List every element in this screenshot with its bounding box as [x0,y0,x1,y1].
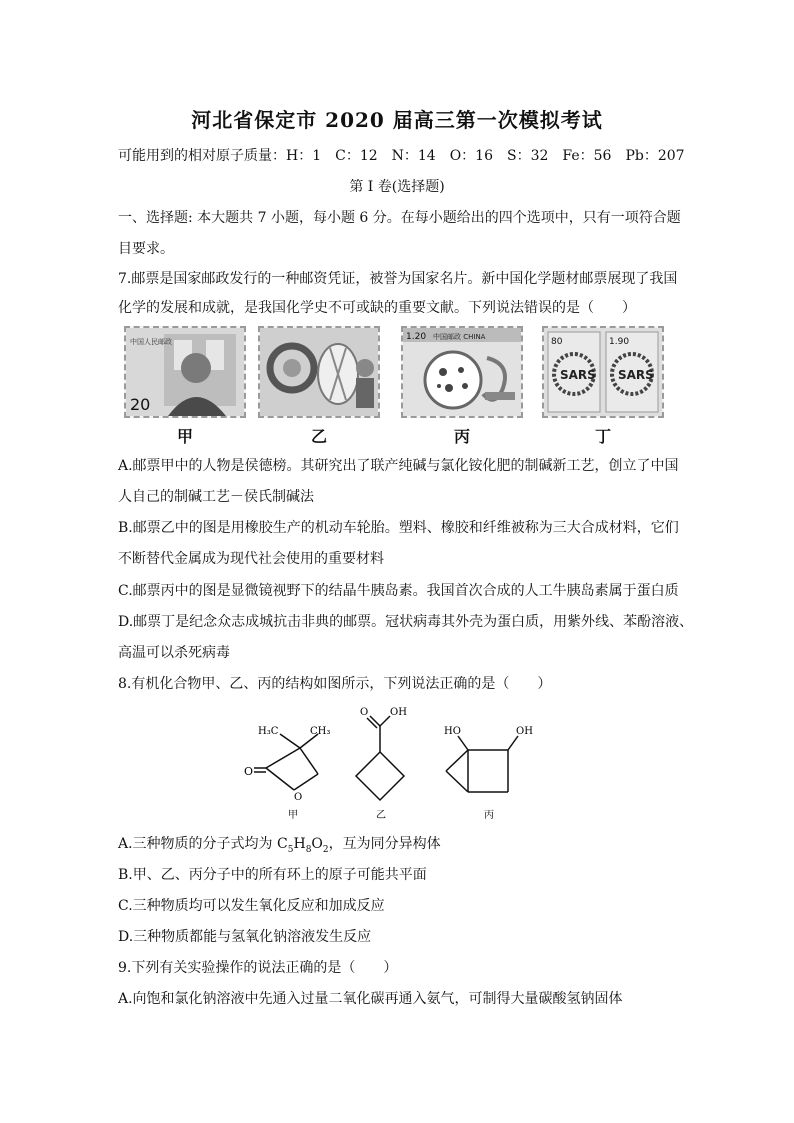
q8-option-a-sub-c: 5 [287,844,294,855]
jia-label: 甲 [288,810,298,820]
jia-carbonyl-o: O [244,765,254,778]
stamp-yi-label: 乙 [310,427,327,446]
jia-ch3-left: H₃C [258,726,279,737]
q8-stem: 8.有机化合物甲、乙、丙的结构如图所示，下列说法正确的是（ ） [118,676,552,692]
yi-label: 乙 [376,810,386,820]
yi-carbonyl-o: O [360,707,369,718]
chem-structures-svg [240,700,560,820]
q8-option-a-suffix: ，互为同分异构体 [328,836,441,852]
q7-option-a-line1: A.邮票甲中的人物是侯德榜。其研究出了联产纯碱与氯化铵化肥的制碱新工艺，创立了中国 [118,458,679,474]
bing-label: 丙 [484,810,494,820]
q8-option-d: D.三种物质都能与氢氧化钠溶液发生反应 [118,929,372,945]
stamp-bing-country: 中国邮政 CHINA [433,333,486,341]
stamp-yi [258,326,380,418]
q9-stem: 9.下列有关实验操作的说法正确的是（ ） [118,960,398,976]
insulin-crystal-image [403,328,521,416]
q9-option-a: A.向饱和氯化钠溶液中先通入过量二氧化碳再通入氨气，可制得大量碳酸氢钠固体 [118,991,623,1007]
q7-option-d-line2: 高温可以杀死病毒 [118,645,230,661]
q7-option-d-line1: D.邮票丁是纪念众志成城抗击非典的邮票。冠状病毒其外壳为蛋白质，用紫外线、苯酚溶液、 [118,614,694,630]
stamp-jia-country: 中国人民邮政 [130,338,172,346]
section-heading: 第 I 卷(选择题) [349,179,445,195]
stamp-ding-denomination: 80 [551,337,563,347]
exam-title: 河北省保定市 2020 届高三第一次模拟考试 [191,108,603,132]
chem-structures [240,700,560,820]
q8-option-a-sub-o: 2 [322,844,329,855]
q8-option-a-sub-h: 8 [305,844,312,855]
stamp-bing-denomination: 1.20 [406,332,427,342]
sars-stamp-image [544,328,662,416]
q7-option-c: C.邮票丙中的图是显微镜视野下的结晶牛胰岛素。我国首次合成的人工牛胰岛素属于蛋白质 [118,583,679,599]
atomic-masses: 可能用到的相对原子质量：H：1 C：12 N：14 O：16 S：32 Fe：56 Pb：207 [118,148,685,164]
stamp-bing-label: 丙 [453,427,470,446]
portrait-image [126,328,244,416]
stamp-jia-label: 甲 [176,427,193,446]
instructions-line1: 一、选择题: 本大题共 7 小题，每小题 6 分。在每小题给出的四个选项中，只有一项符合题 [118,210,681,226]
stamp-figure [118,326,678,444]
stamp-jia-denomination: 20 [130,395,151,414]
svg-text:SARS: SARS [618,368,654,382]
q7-option-b-line2: 不断替代金属成为现代社会使用的重要材料 [118,551,384,567]
jia-ch3-right: CH₃ [310,726,331,737]
tire-image [260,328,378,416]
stamp-jia [124,326,246,418]
q8-option-a [118,835,678,859]
yi-oh: OH [390,707,407,718]
q8-option-b: B.甲、乙、丙分子中的所有环上的原子可能共平面 [118,867,427,883]
stamp-bing [401,326,523,418]
q8-option-a-o: O [311,836,323,852]
q7-option-b-line1: B.邮票乙中的图是用橡胶生产的机动车轮胎。塑料、橡胶和纤维被称为三大合成材料，它们 [118,520,679,536]
q7-stem-line2: 化学的发展和成就，是我国化学史不可或缺的重要文献。下列说法错误的是（ ） [118,300,636,316]
svg-text:SARS: SARS [560,368,596,382]
q7-stem-line1: 7.邮票是国家邮政发行的一种邮资凭证，被誉为国家名片。新中国化学题材邮票展现了我国 [118,271,678,287]
q8-option-a-prefix: A.三种物质的分子式均为 C [118,836,288,852]
stamp-ding-denomination-2: 1.90 [609,337,630,347]
q7-option-a-line2: 人自己的制碱工艺－侯氏制碱法 [118,489,314,505]
q8-option-a-h: H [293,836,306,852]
stamp-ding-label: 丁 [594,427,611,446]
bing-ho: HO [444,726,461,737]
q8-option-c: C.三种物质均可以发生氧化反应和加成反应 [118,898,385,914]
stamp-ding [542,326,664,418]
bing-oh: OH [516,726,533,737]
instructions-line2: 目要求。 [118,241,174,257]
jia-ring-o: O [294,792,303,803]
